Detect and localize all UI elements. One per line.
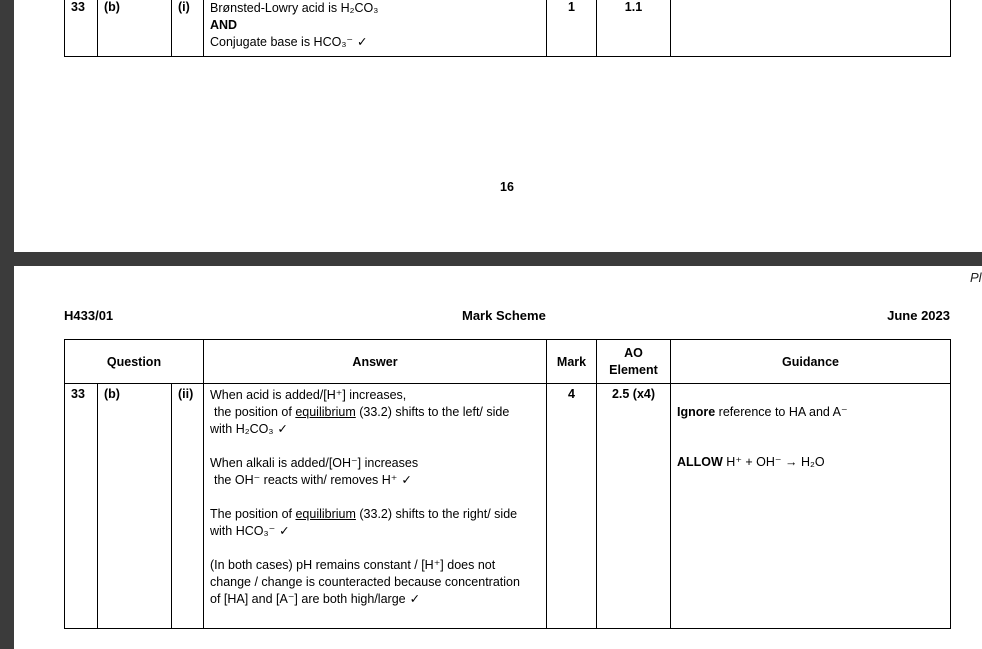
answer-cell [204, 0, 547, 57]
tick-icon: ✓ [409, 592, 421, 606]
question-part: (b) [98, 0, 172, 57]
answer-line: of [HA] and [A⁻] are both high/large ✓ [210, 592, 421, 606]
guidance-line: Ignore reference to HA and A⁻ [677, 405, 848, 419]
answer-line: When acid is added/[H⁺] increases, [210, 388, 407, 402]
tick-icon: ✓ [277, 422, 288, 436]
answer-line: change / change is counteracted because concentration [210, 575, 520, 589]
paper-code: H433/01 [64, 308, 114, 323]
answer-line: Brønsted-Lowry acid is H₂CO₃ [210, 1, 379, 15]
ao-value: 2.5 (x4) [597, 384, 671, 629]
answer-line: The position of equilibrium (33.2) shifts to the right/ side [210, 507, 518, 521]
tick-icon: ✓ [401, 473, 412, 487]
answer-line: When alkali is added/[OH⁻] increases [210, 456, 419, 470]
header-mark: Mark [547, 340, 597, 384]
cut-off-text: Pl [970, 270, 982, 285]
question-number: 33 [65, 384, 98, 629]
answer-line: (In both cases) pH remains constant / [H⁺] does not [210, 558, 496, 572]
header-question: Question [65, 340, 204, 384]
question-part: (b) [98, 384, 172, 629]
header-guidance: Guidance [671, 340, 951, 384]
tick-icon: ✓ [357, 35, 368, 49]
mark-value: 4 [547, 384, 597, 629]
guidance-cell [671, 384, 951, 629]
mark-scheme-table-top [64, 0, 951, 57]
answer-line: the position of equilibrium (33.2) shifts to the left/ side [214, 405, 510, 419]
mark-value: 1 [547, 0, 597, 57]
answer-line: with H₂CO₃ ✓ [210, 422, 288, 436]
answer-line: Conjugate base is HCO₃⁻ ✓ [210, 35, 368, 49]
guidance-cell [671, 0, 951, 57]
answer-and: AND [210, 18, 238, 32]
current-page [14, 266, 982, 649]
table-row [65, 384, 951, 629]
mark-scheme-table [64, 339, 951, 629]
question-number: 33 [65, 0, 98, 57]
question-subpart: (i) [172, 0, 204, 57]
answer-line: with HCO₃⁻ ✓ [210, 524, 290, 538]
answer-cell [204, 384, 547, 629]
header-answer: Answer [204, 340, 547, 384]
guidance-line: ALLOW H⁺ + OH⁻ → H₂O [677, 455, 825, 469]
previous-page [14, 0, 982, 252]
exam-date: June 2023 [887, 308, 950, 323]
table-row [65, 0, 951, 57]
page-number: 16 [500, 180, 514, 194]
tick-icon: ✓ [279, 524, 290, 538]
table-header-row [65, 340, 951, 384]
answer-line: the OH⁻ reacts with/ removes H⁺ ✓ [214, 473, 412, 487]
header-ao: AO Element [597, 340, 671, 384]
ao-value: 1.1 [597, 0, 671, 57]
document-title: Mark Scheme [462, 308, 546, 323]
question-subpart: (ii) [172, 384, 204, 629]
